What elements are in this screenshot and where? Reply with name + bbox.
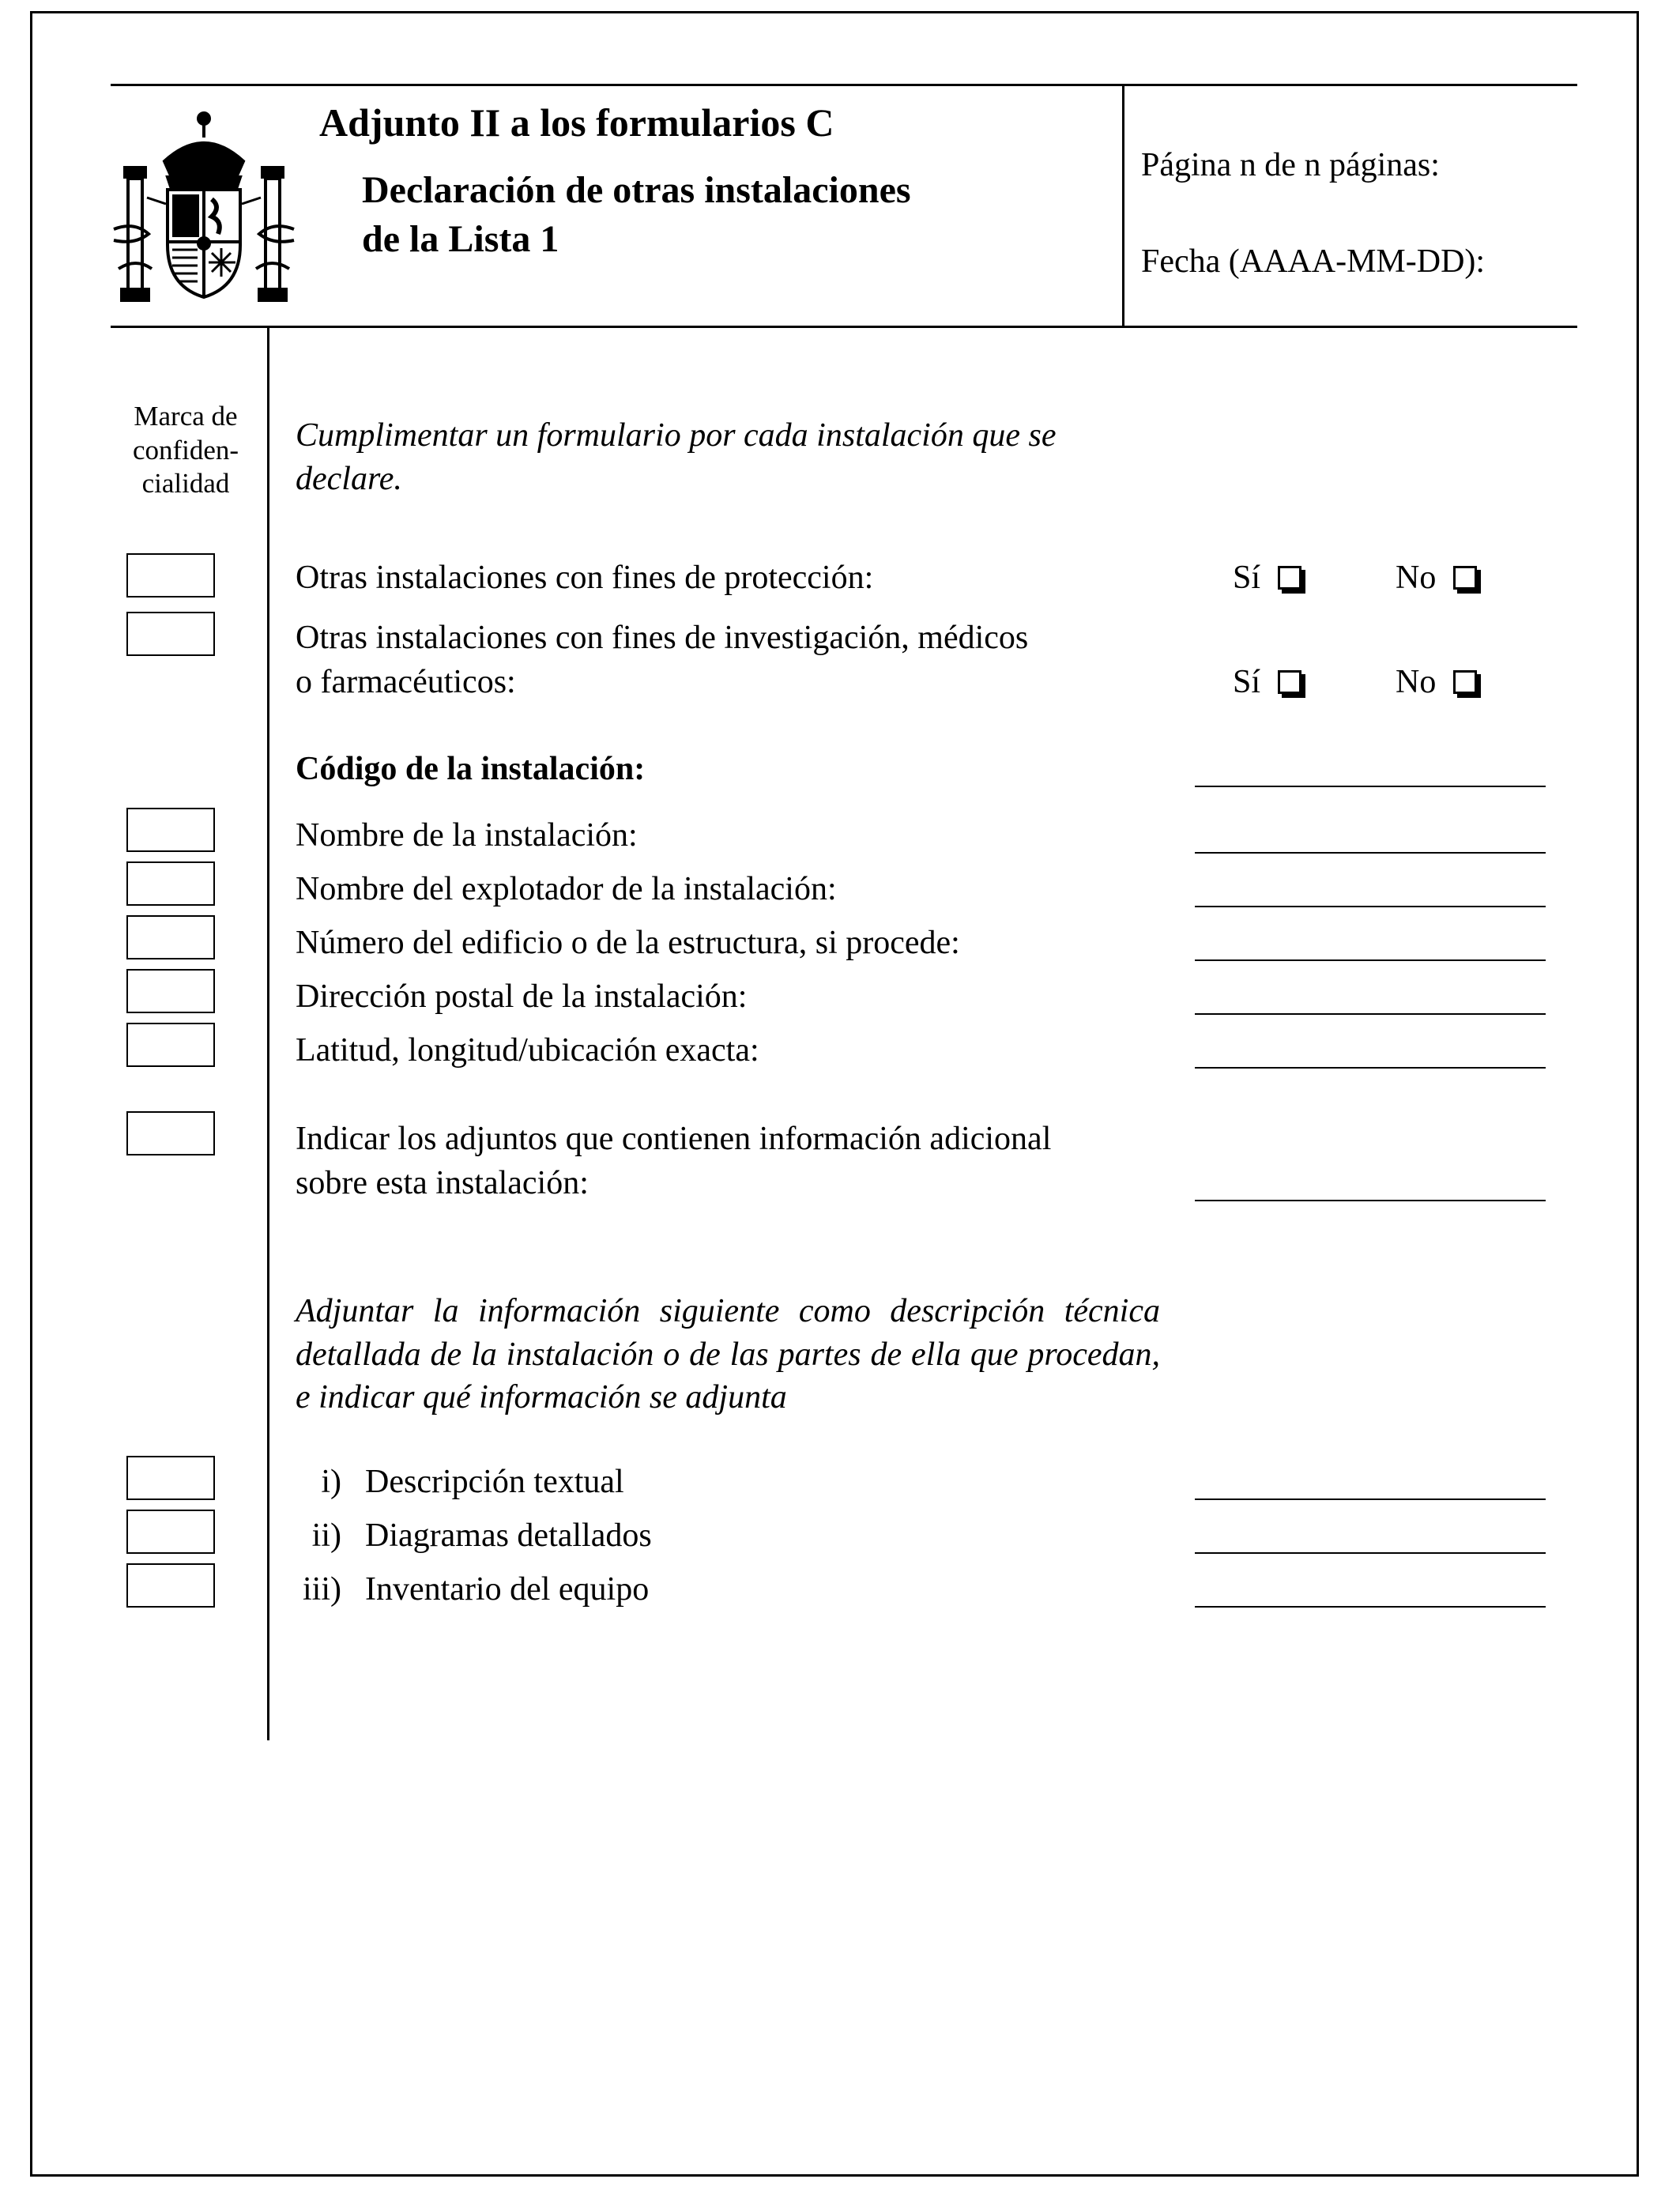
header-bottom-rule (111, 326, 1577, 328)
field-label: Dirección postal de la instalación: (296, 978, 748, 1015)
field-answer-line[interactable] (1195, 1067, 1546, 1069)
header-divider (1122, 84, 1124, 327)
field-label: Latitud, longitud/ubicación exacta: (296, 1032, 759, 1069)
field-label: Número del edificio o de la estructura, si procede: (296, 925, 960, 961)
research-yes-option[interactable] (1233, 665, 1301, 699)
confidentiality-checkbox-attachments[interactable] (126, 1111, 215, 1155)
field-answer-line[interactable] (1195, 906, 1546, 907)
page-border (30, 11, 1639, 2177)
item-answer-line[interactable] (1195, 1498, 1546, 1500)
field-label: Nombre de la instalación: (296, 817, 638, 854)
question-research-line1: Otras instalaciones con fines de investigación, médicos (296, 620, 1029, 656)
attachments-label-line1: Indicar los adjuntos que contienen información adicional (296, 1121, 1052, 1157)
no-label: No (1396, 664, 1437, 700)
form-subtitle-line2: de la Lista 1 (362, 218, 559, 261)
protection-no-option[interactable] (1396, 561, 1477, 594)
attachments-answer-line[interactable] (1195, 1200, 1546, 1201)
confidentiality-checkbox-item[interactable] (126, 1563, 215, 1608)
confidentiality-checkbox-field[interactable] (126, 915, 215, 959)
item-number: i) (321, 1464, 341, 1500)
confidentiality-checkbox-field[interactable] (126, 1023, 215, 1067)
yes-label: Sí (1233, 664, 1261, 700)
question-research-line2: o farmacéuticos: (296, 664, 516, 700)
yes-label: Sí (1233, 560, 1261, 596)
header-top-rule (111, 84, 1577, 86)
form-subtitle-line1: Declaración de otras instalaciones (362, 169, 911, 211)
item-label: Diagramas detallados (365, 1517, 652, 1554)
field-answer-line[interactable] (1195, 959, 1546, 961)
confidentiality-checkbox-item[interactable] (126, 1456, 215, 1500)
confidentiality-checkbox-field[interactable] (126, 861, 215, 906)
field-answer-line[interactable] (1195, 852, 1546, 854)
item-number: iii) (303, 1571, 341, 1608)
checkbox-icon[interactable] (1278, 566, 1301, 590)
field-label: Nombre del explotador de la instalación: (296, 871, 837, 907)
confidentiality-checkbox-field[interactable] (126, 808, 215, 852)
facility-code-label: Código de la instalación: (296, 751, 646, 787)
question-protection: Otras instalaciones con fines de protección: (296, 560, 874, 596)
confidentiality-checkbox-protection[interactable] (126, 553, 215, 598)
confidentiality-checkbox-research[interactable] (126, 612, 215, 656)
field-answer-line[interactable] (1195, 1013, 1546, 1015)
checkbox-icon[interactable] (1278, 670, 1301, 694)
item-label: Inventario del equipo (365, 1571, 650, 1608)
item-number: ii) (311, 1517, 341, 1554)
date-label: Fecha (AAAA-MM-DD): (1141, 243, 1486, 280)
research-no-option[interactable] (1396, 665, 1477, 699)
facility-code-answer-line[interactable] (1195, 786, 1546, 787)
checkbox-icon[interactable] (1453, 566, 1477, 590)
checkbox-icon[interactable] (1453, 670, 1477, 694)
instruction-text-1: Cumplimentar un formulario por cada instalación que se declare. (296, 417, 1057, 497)
coat-of-arms-emblem (111, 111, 297, 303)
item-answer-line[interactable] (1195, 1552, 1546, 1554)
form-subtitle (362, 166, 1073, 265)
confidentiality-checkbox-item[interactable] (126, 1510, 215, 1554)
protection-yes-option[interactable] (1233, 561, 1301, 594)
form-title: Adjunto II a los formularios C (319, 100, 834, 145)
instruction-text-2: Adjuntar la información siguiente como descripción técnica detallada de la instalación o de las partes de ella que procedan, e indicar qué información se adjunta (296, 1293, 1160, 1416)
no-label: No (1396, 560, 1437, 596)
coat-of-arms-icon (111, 111, 297, 303)
sidebar-divider (267, 326, 269, 1740)
confidentiality-checkbox-field[interactable] (126, 969, 215, 1013)
page-count-label: Página n de n páginas: (1141, 147, 1440, 183)
item-answer-line[interactable] (1195, 1606, 1546, 1608)
attachments-label-line2: sobre esta instalación: (296, 1165, 589, 1201)
item-label: Descripción textual (365, 1464, 624, 1500)
confidentiality-heading: Marca de confiden-cialidad (132, 401, 239, 499)
